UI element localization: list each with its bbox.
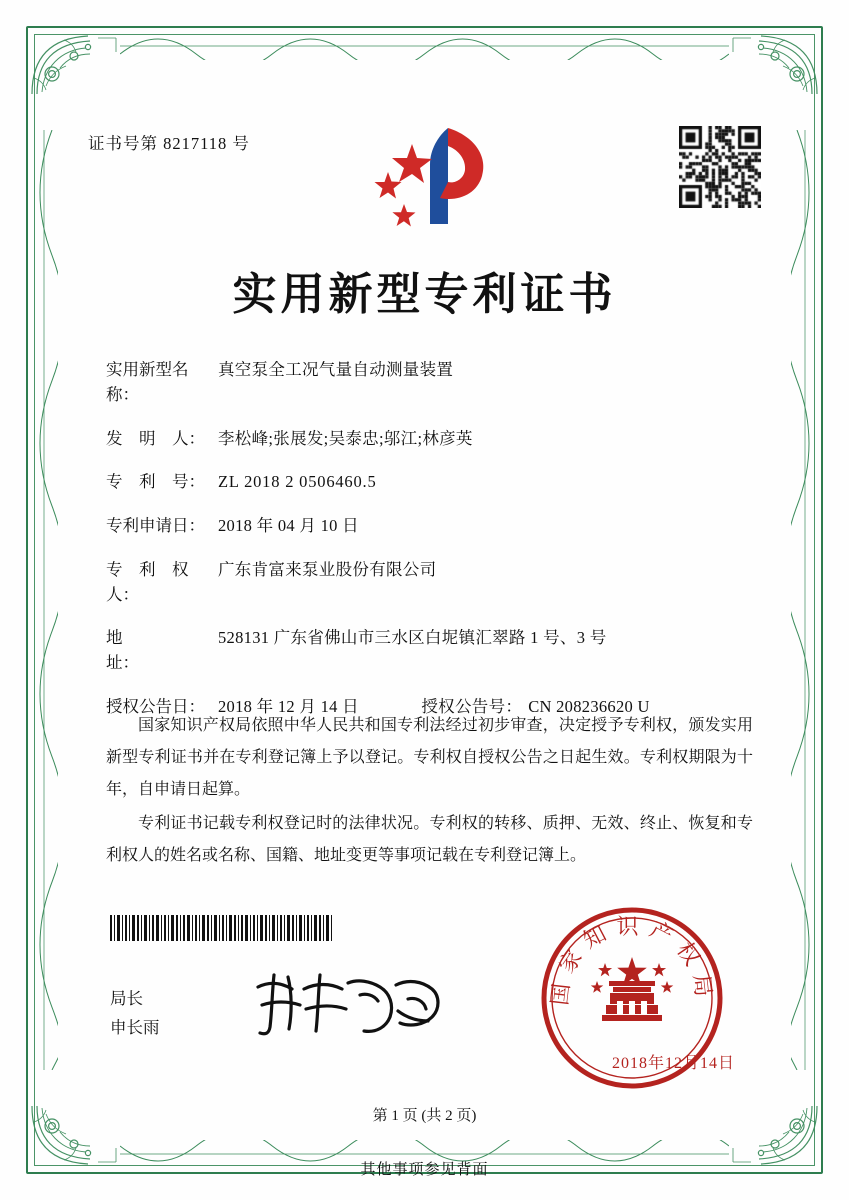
field-row-patentee bbox=[106, 558, 763, 608]
body-text bbox=[106, 710, 753, 874]
qr-code-icon bbox=[679, 126, 761, 208]
field-list bbox=[106, 358, 763, 739]
signature-name: 申长雨 bbox=[110, 1017, 160, 1037]
field-row-patent-number bbox=[106, 470, 763, 495]
handwritten-signature-icon bbox=[248, 965, 448, 1041]
field-label: 专 利 号： bbox=[106, 472, 205, 492]
signature-block bbox=[110, 985, 160, 1043]
field-label: 授权公告日： bbox=[106, 696, 205, 716]
field-label: 地 址： bbox=[106, 628, 189, 672]
signature-role: 局长 bbox=[110, 989, 143, 1008]
field-value: 2018 年 04 月 10 日 bbox=[218, 516, 359, 535]
footer-note: 其他事项参见背面 bbox=[360, 1162, 489, 1178]
field-label: 发 明 人： bbox=[106, 428, 205, 448]
paragraph-1: 国家知识产权局依照中华人民共和国专利法经过初步审查，决定授予专利权，颁发实用新型专利证书并在专利登记簿上予以登记。专利权自授权公告之日起生效。专利权期限为十年，自申请日起算。 bbox=[106, 717, 753, 798]
corner-ornament-icon bbox=[729, 28, 821, 98]
field-value: ZL 2018 2 0506460.5 bbox=[218, 472, 377, 492]
seal-date: 2018年12月14日 bbox=[611, 1055, 735, 1072]
barcode-icon bbox=[110, 915, 332, 941]
page-title: 实用新型专利证书 bbox=[232, 269, 617, 320]
corner-ornament-icon bbox=[28, 28, 120, 98]
svg-text:国家知识产权局: 国家知识产权局 bbox=[546, 914, 718, 1007]
top-edge-ornament-icon bbox=[120, 30, 729, 60]
field-value: 李松峰;张展发;吴泰忠;邬江;林彦英 bbox=[218, 428, 473, 448]
grant-number-value: CN 208236620 U bbox=[528, 696, 650, 716]
field-label: 专 利 权 人： bbox=[106, 559, 205, 604]
grant-number-label: 授权公告号： bbox=[421, 696, 523, 716]
field-row-application-date bbox=[106, 514, 763, 539]
field-label: 专利申请日： bbox=[106, 516, 205, 535]
field-value: 广东肯富来泵业股份有限公司 bbox=[218, 559, 437, 579]
page-indicator: 第 1 页 (共 2 页) bbox=[372, 1108, 477, 1124]
field-value: 真空泵全工况气量自动测量装置 bbox=[218, 360, 454, 379]
field-row-address bbox=[106, 626, 763, 676]
paragraph-2: 专利证书记载专利权登记时的法律状况。专利权的转移、质押、无效、终止、恢复和专利权人的姓名或名称、国籍、地址变更等事项记载在专利登记簿上。 bbox=[106, 815, 753, 864]
certificate-number: 证书号第 8217118 号 bbox=[88, 134, 250, 153]
field-row-name bbox=[106, 358, 763, 408]
cnipa-logo-icon bbox=[352, 120, 498, 236]
field-row-inventor bbox=[106, 427, 763, 452]
field-label: 实用新型名称： bbox=[106, 360, 189, 404]
grant-date-value: 2018 年 12 月 14 日 bbox=[218, 696, 359, 716]
field-value: 528131 广东省佛山市三水区白坭镇汇翠路 1 号、3 号 bbox=[218, 628, 607, 648]
